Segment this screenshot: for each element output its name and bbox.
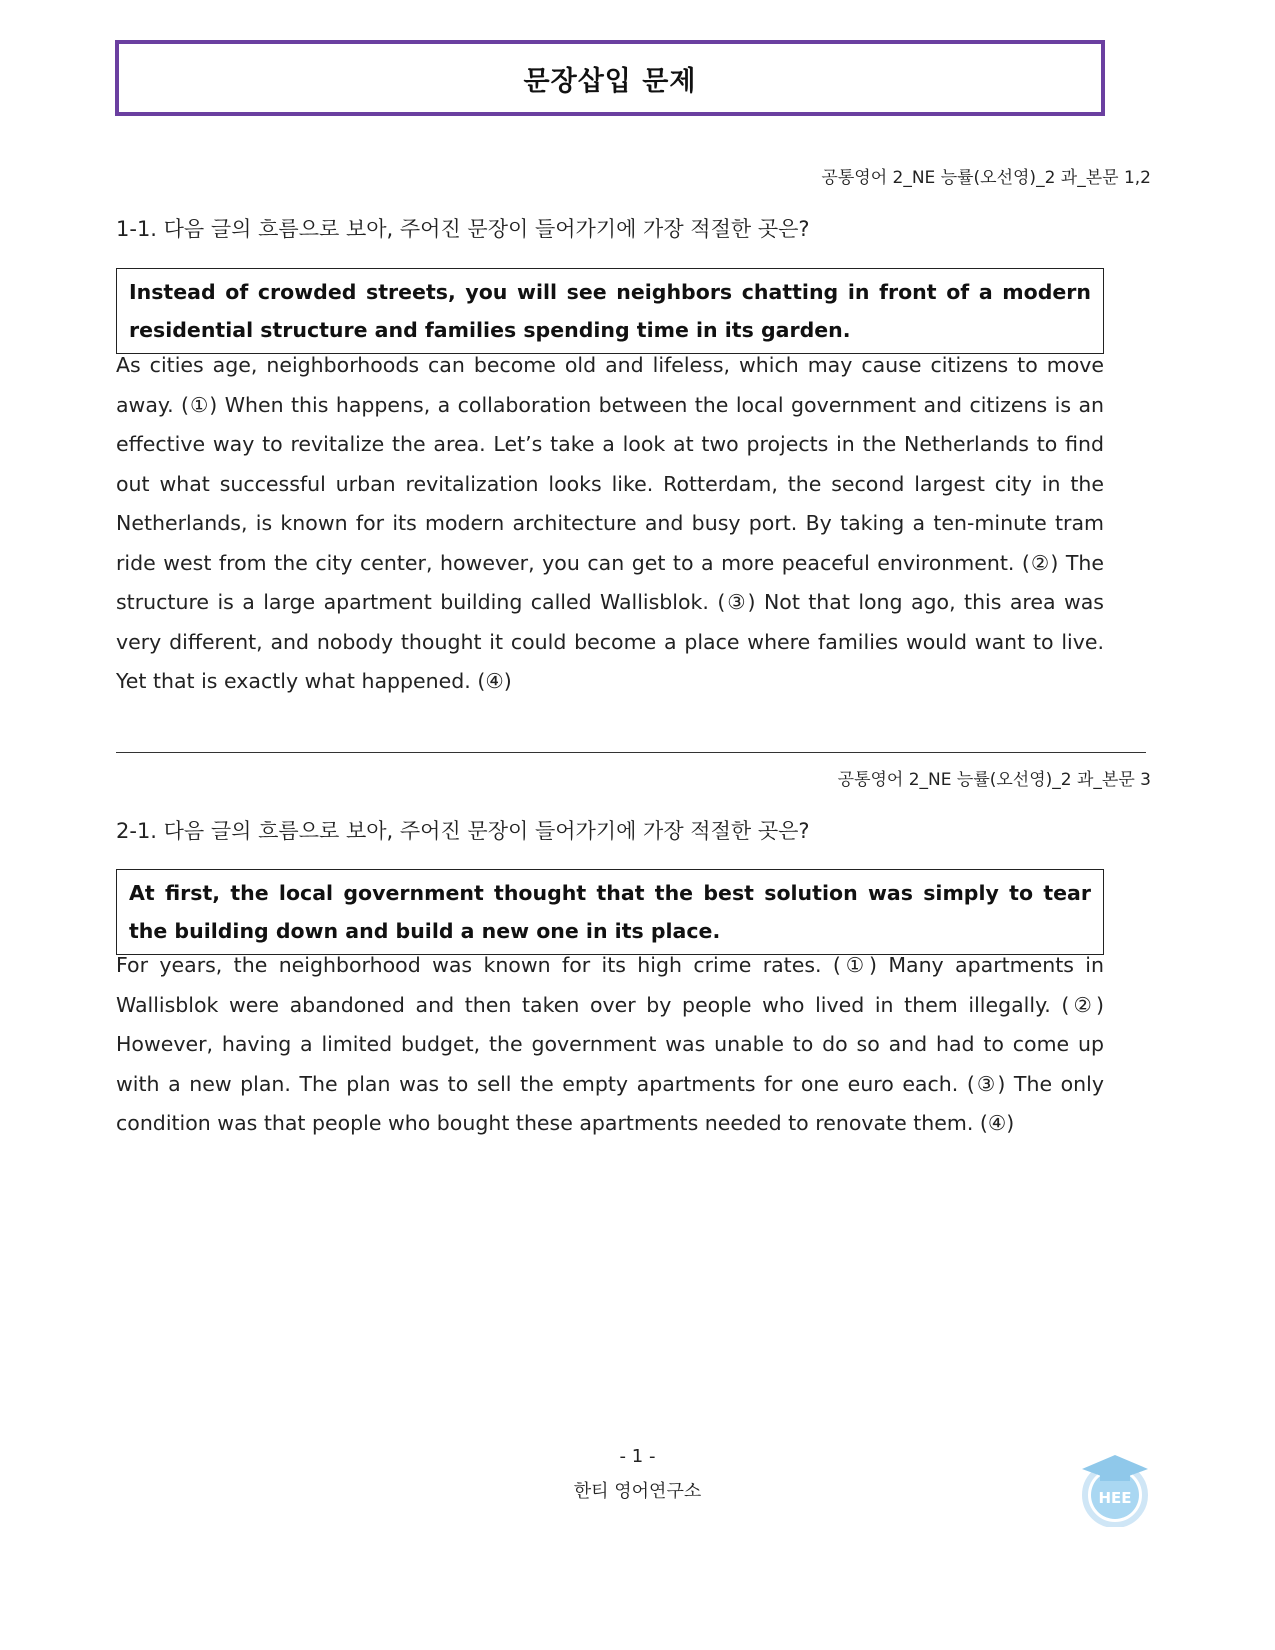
page-title: 문장삽입 문제: [523, 65, 697, 97]
given-sentence-box-1: [116, 268, 1104, 354]
passage-2: For years, the neighborhood was known for its high crime rates. (①) Many apartments in Wallisblok were abandoned and then taken over by people who lived in them illegally. (②) However, having a limited budget, the government was unable to do so and had to come up with a new plan. The plan was to sell the empty apartments for one euro each. (③) The only condition was that people who bought these apartments needed to renovate them. (④): [116, 953, 1104, 1135]
passage-1: As cities age, neighborhoods can become old and lifeless, which may cause citizens to move away. (①) When this happens, a collaboration between the local government and citizens is an effective way to revitalize the area. Let’s take a look at two projects in the Netherlands to find out what successful urban revitalization looks like. Rotterdam, the second largest city in the Netherlands, is known for its modern architecture and busy port. By taking a ten-minute tram ride west from the city center, however, you can get to a more peaceful environment. (②) The structure is a large apartment building called Wallisblok. (③) Not that long ago, this area was very different, and nobody thought it could become a place where families would want to live. Yet that is exactly what happened. (④): [116, 353, 1104, 693]
given-sentence-1: Instead of crowded streets, you will see neighbors chatting in front of a modern residential structure and families spending time in its garden.: [129, 280, 1091, 342]
source-label-2: 공통영어 2_NE 능률(오선영)_2 과_본문 3: [837, 770, 1151, 790]
section-divider: [116, 752, 1146, 753]
given-sentence-box-2: [116, 869, 1104, 955]
question-2: 2-1. 다음 글의 흐름으로 보아, 주어진 문장이 들어가기에 가장 적절한 곳은?: [116, 819, 810, 843]
page-number: - 1 -: [619, 1446, 656, 1467]
title-box: [115, 40, 1105, 116]
source-label-1: 공통영어 2_NE 능률(오선영)_2 과_본문 1,2: [821, 168, 1151, 188]
logo-text: HEE: [1098, 1489, 1132, 1507]
given-sentence-2: At first, the local government thought that the best solution was simply to tear the building down and build a new one in its place.: [129, 881, 1091, 943]
question-1: 1-1. 다음 글의 흐름으로 보아, 주어진 문장이 들어가기에 가장 적절한 곳은?: [116, 217, 810, 241]
footer-publisher: 한티 영어연구소: [573, 1481, 702, 1502]
